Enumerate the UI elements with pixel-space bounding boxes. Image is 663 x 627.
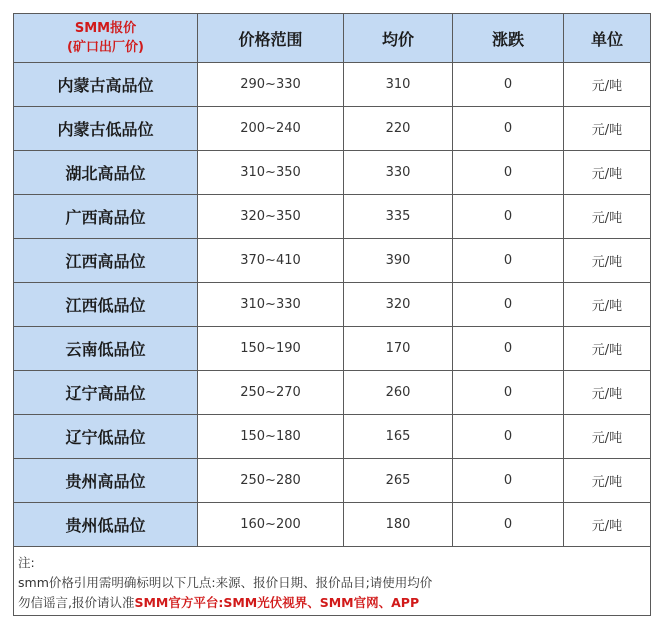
table-row xyxy=(14,503,651,547)
change-cell: 0 xyxy=(453,151,564,195)
row-name-cell: 内蒙古低品位 xyxy=(14,107,198,151)
table-header-row xyxy=(14,14,651,63)
unit-cell: 元/吨 xyxy=(564,459,651,503)
table-row xyxy=(14,415,651,459)
change-cell: 0 xyxy=(453,239,564,283)
row-name-cell: 辽宁低品位 xyxy=(14,415,198,459)
corner-subtitle: (矿口出厂价) xyxy=(67,40,144,55)
price-range-cell: 320~350 xyxy=(198,195,344,239)
change-cell: 0 xyxy=(453,195,564,239)
change-cell: 0 xyxy=(453,63,564,107)
price-range-cell: 290~330 xyxy=(198,63,344,107)
average-price-cell: 165 xyxy=(344,415,453,459)
note-line-2-prefix: 勿信谣言,报价请认准 xyxy=(18,595,135,610)
change-cell: 0 xyxy=(453,503,564,547)
unit-cell: 元/吨 xyxy=(564,195,651,239)
row-name-cell: 广西高品位 xyxy=(14,195,198,239)
price-range-cell: 200~240 xyxy=(198,107,344,151)
price-range-cell: 310~330 xyxy=(198,283,344,327)
unit-cell: 元/吨 xyxy=(564,415,651,459)
row-name-cell: 内蒙古高品位 xyxy=(14,63,198,107)
unit-cell: 元/吨 xyxy=(564,503,651,547)
average-price-cell: 170 xyxy=(344,327,453,371)
unit-cell: 元/吨 xyxy=(564,283,651,327)
price-range-cell: 150~190 xyxy=(198,327,344,371)
unit-cell: 元/吨 xyxy=(564,151,651,195)
price-range-cell: 160~200 xyxy=(198,503,344,547)
note-row xyxy=(14,547,651,616)
average-price-cell: 265 xyxy=(344,459,453,503)
header-corner-cell xyxy=(14,14,198,63)
price-range-cell: 150~180 xyxy=(198,415,344,459)
price-range-cell: 310~350 xyxy=(198,151,344,195)
header-change: 涨跌 xyxy=(453,14,564,63)
table-row xyxy=(14,239,651,283)
table-row xyxy=(14,459,651,503)
row-name-cell: 贵州低品位 xyxy=(14,503,198,547)
note-official-platforms: SMM官方平台:SMM光伏视界、SMM官网、APP xyxy=(134,595,420,610)
unit-cell: 元/吨 xyxy=(564,63,651,107)
row-name-cell: 贵州高品位 xyxy=(14,459,198,503)
table-body xyxy=(14,63,651,547)
table-row xyxy=(14,63,651,107)
note-line-2 xyxy=(18,593,646,613)
average-price-cell: 260 xyxy=(344,371,453,415)
unit-cell: 元/吨 xyxy=(564,107,651,151)
header-price-range: 价格范围 xyxy=(198,14,344,63)
average-price-cell: 390 xyxy=(344,239,453,283)
average-price-cell: 335 xyxy=(344,195,453,239)
price-range-cell: 250~270 xyxy=(198,371,344,415)
change-cell: 0 xyxy=(453,327,564,371)
price-table-container xyxy=(13,13,650,616)
note-cell xyxy=(14,547,651,616)
change-cell: 0 xyxy=(453,107,564,151)
table-row xyxy=(14,327,651,371)
change-cell: 0 xyxy=(453,415,564,459)
average-price-cell: 220 xyxy=(344,107,453,151)
table-row xyxy=(14,195,651,239)
change-cell: 0 xyxy=(453,283,564,327)
row-name-cell: 湖北高品位 xyxy=(14,151,198,195)
average-price-cell: 310 xyxy=(344,63,453,107)
change-cell: 0 xyxy=(453,459,564,503)
table-row xyxy=(14,151,651,195)
unit-cell: 元/吨 xyxy=(564,239,651,283)
table-row xyxy=(14,107,651,151)
corner-title: SMM报价 xyxy=(74,21,137,36)
average-price-cell: 320 xyxy=(344,283,453,327)
row-name-cell: 云南低品位 xyxy=(14,327,198,371)
unit-cell: 元/吨 xyxy=(564,327,651,371)
header-average-price: 均价 xyxy=(344,14,453,63)
average-price-cell: 330 xyxy=(344,151,453,195)
table-row xyxy=(14,371,651,415)
change-cell: 0 xyxy=(453,371,564,415)
row-name-cell: 辽宁高品位 xyxy=(14,371,198,415)
unit-cell: 元/吨 xyxy=(564,371,651,415)
row-name-cell: 江西高品位 xyxy=(14,239,198,283)
table-row xyxy=(14,283,651,327)
price-range-cell: 250~280 xyxy=(198,459,344,503)
row-name-cell: 江西低品位 xyxy=(14,283,198,327)
price-range-cell: 370~410 xyxy=(198,239,344,283)
header-unit: 单位 xyxy=(564,14,651,63)
note-line-1: smm价格引用需明确标明以下几点:来源、报价日期、报价品目;请使用均价 xyxy=(18,575,433,590)
price-table xyxy=(13,13,651,616)
note-title: 注: xyxy=(18,555,35,570)
average-price-cell: 180 xyxy=(344,503,453,547)
